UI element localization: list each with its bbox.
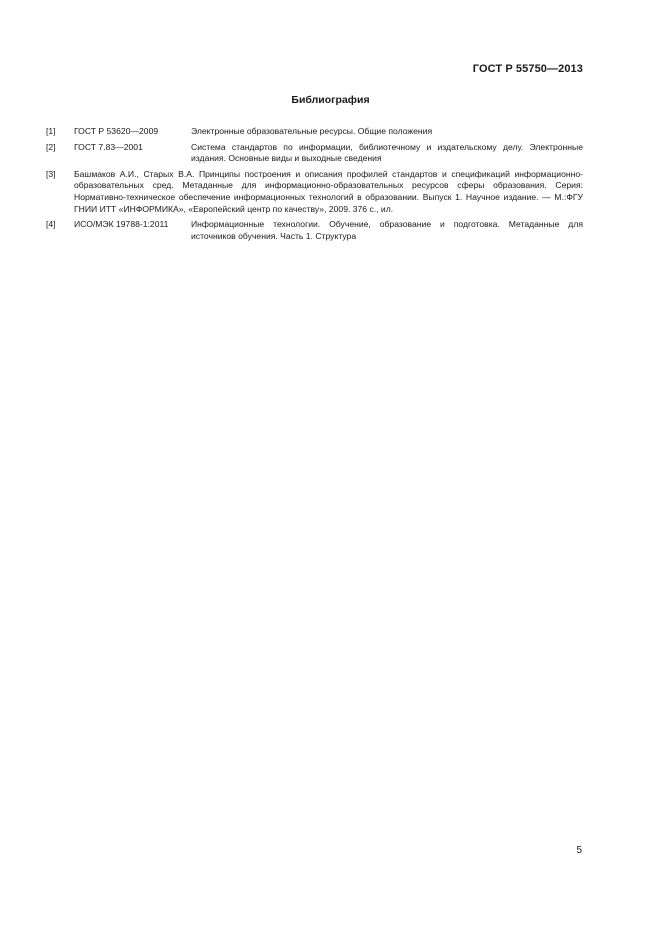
bibliography-list — [46, 126, 583, 246]
entry-number: [4] — [46, 219, 56, 230]
bibliography-entry-2 — [46, 142, 583, 165]
entry-number: [3] — [46, 168, 56, 179]
bibliography-title: Библиография — [291, 94, 370, 106]
entry-description: Информационные технологии. Обучение, образование и подготовка. Метаданные для источников обучения. Часть 1. Структура — [191, 219, 583, 241]
entry-code: ГОСТ 7.83—2001 — [74, 141, 143, 152]
bibliography-entry-3 — [46, 169, 583, 215]
entry-number: [1] — [46, 126, 56, 136]
entry-body: Башмаков А.И., Старых В.А. Принципы построения и описания профилей стандартов и спецификаций информационно-образовательных сред. Метаданные для информационно-образовательных ресурсов сферы образования. Серия: Нормативно-техническое обеспечение информационных технологий в образовании. Выпуск 1. Научное издание. — М.:ФГУ ГНИИ ИТТ «ИНФОРМИКА», «Европейский центр по качеству», 2009. 376 с., ил. — [74, 168, 583, 214]
entry-description: Электронные образовательные ресурсы. Общие положения — [191, 126, 433, 136]
entry-description: Система стандартов по информации, библиотечному и издательскому делу. Электронные издания. Основные виды и выходные сведения — [191, 141, 583, 164]
document-code: ГОСТ Р 55750—2013 — [472, 63, 583, 75]
entry-number: [2] — [46, 141, 56, 152]
bibliography-entry-1 — [46, 126, 583, 138]
page-number: 5 — [576, 845, 582, 856]
bibliography-entry-4 — [46, 219, 583, 242]
entry-code: ИСО/МЭК 19788-1:2011 — [74, 219, 169, 230]
entry-code: ГОСТ Р 53620—2009 — [74, 126, 159, 136]
